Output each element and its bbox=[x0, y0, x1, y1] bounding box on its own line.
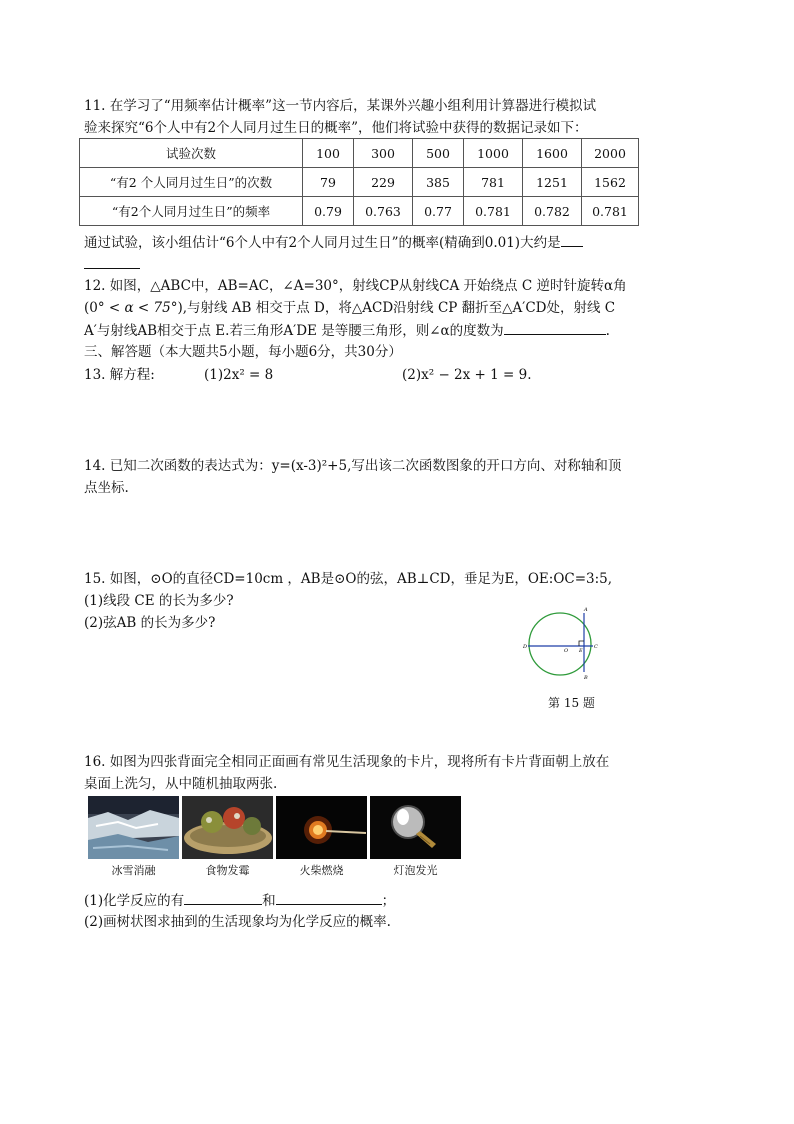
q12-line2-text: ),与射线 AB 相交于点 D，将△ACD沿射线 CP 翻折至△A′CD处，射线 C bbox=[177, 300, 616, 316]
card-label: 火柴燃烧 bbox=[299, 864, 344, 877]
q16-part1-and: 和 bbox=[262, 893, 276, 909]
q14-line2: 点坐标. bbox=[84, 480, 129, 496]
circle-o bbox=[529, 613, 591, 675]
q12-question-text: A′与射线AB相交于点 E.若三角形A′DE 是等腰三角形，则∠α的度数为 bbox=[84, 323, 504, 339]
table-cell: 1251 bbox=[523, 168, 582, 197]
right-angle-mark bbox=[579, 641, 584, 646]
q12-line2 bbox=[84, 298, 615, 318]
table-cell: 229 bbox=[354, 168, 413, 197]
table-cell: 300 bbox=[354, 139, 413, 168]
section-title: 三、解答题（本大题共5小题，每小题6分，共30分） bbox=[84, 344, 402, 360]
card-label: 灯泡发光 bbox=[393, 864, 438, 877]
q12-angle-range: < α < 75° bbox=[108, 300, 178, 316]
q16-line2: 桌面上洗匀，从中随机抽取两张. bbox=[84, 776, 278, 792]
table-cell: “有2个人同月过生日”的频率 bbox=[80, 197, 303, 226]
table-cell: 500 bbox=[413, 139, 464, 168]
card-label: 冰雪消融 bbox=[111, 864, 156, 877]
q16-part1-text: (1)化学反应的有 bbox=[84, 893, 185, 909]
table-cell: 0.77 bbox=[413, 197, 464, 226]
q11-line1: 11. 在学习了“用频率估计概率”这一节内容后，某课外兴趣小组利用计算器进行模拟试 bbox=[84, 98, 597, 114]
answer-blank[interactable] bbox=[504, 320, 606, 335]
figure-caption: 第 15 题 bbox=[548, 696, 595, 710]
q12-line1: 12. 如图，△ABC中，AB=AC，∠A=30°，射线CP从射线CA 开始绕点 C 逆时针旋转α角 bbox=[84, 278, 627, 294]
table-cell: 2000 bbox=[582, 139, 639, 168]
table-row bbox=[80, 168, 639, 197]
label-e: E bbox=[579, 648, 583, 654]
label-c: C bbox=[594, 644, 598, 650]
label-d: D bbox=[523, 644, 528, 650]
table-cell: 0.781 bbox=[464, 197, 523, 226]
q12-line3: A′与射线AB相交于点 E.若三角形A′DE 是等腰三角形，则∠α的度数为 . bbox=[84, 320, 610, 341]
q13-part2: (2)x² − 2x + 1 = 9. bbox=[402, 367, 532, 383]
table-cell: 0.781 bbox=[582, 197, 639, 226]
q14-line1: 14. 已知二次函数的表达式为：y=(x-3)²+5,写出该二次函数图象的开口方向、对称轴和顶 bbox=[84, 458, 622, 474]
card-match-burning bbox=[276, 796, 367, 859]
answer-blank[interactable] bbox=[84, 254, 140, 269]
table-cell: 781 bbox=[464, 168, 523, 197]
q12-angle-range-start: (0° bbox=[84, 300, 105, 316]
label-a: A bbox=[584, 607, 588, 613]
table-cell: 0.782 bbox=[523, 197, 582, 226]
q15-part2: (2)弦AB 的长为多少? bbox=[84, 615, 216, 631]
q11-blank-continuation bbox=[84, 254, 140, 275]
frequency-table bbox=[79, 138, 639, 226]
table-cell: “有2 个人同月过生日”的次数 bbox=[80, 168, 303, 197]
table-cell: 1562 bbox=[582, 168, 639, 197]
card-light-bulb bbox=[370, 796, 461, 859]
card-label: 食物发霉 bbox=[205, 864, 250, 877]
table-cell: 1000 bbox=[464, 139, 523, 168]
q11-question-text: 通过试验，该小组估计“6个人中有2个人同月过生日”的概率(精确到0.01)大约是 bbox=[84, 235, 561, 251]
q13-label: 13. 解方程: bbox=[84, 367, 155, 383]
q16-part2: (2)画树状图求抽到的生活现象均为化学反应的概率. bbox=[84, 914, 391, 930]
table-cell: 0.763 bbox=[354, 197, 413, 226]
q11-line2: 验来探究“6个人中有2个人同月过生日的概率”，他们将试验中获得的数据记录如下： bbox=[84, 120, 588, 136]
card-moldy-food bbox=[182, 796, 273, 859]
table-cell: 79 bbox=[303, 168, 354, 197]
q16-part1 bbox=[84, 890, 395, 911]
q16-part1-end: ； bbox=[381, 893, 396, 909]
table-row bbox=[80, 139, 639, 168]
circle-diagram bbox=[520, 604, 600, 684]
answer-blank[interactable] bbox=[184, 890, 262, 905]
q16-line1: 16. 如图为四张背面完全相同正面画有常见生活现象的卡片，现将所有卡片背面朝上放在 bbox=[84, 754, 610, 770]
q11-line3 bbox=[84, 232, 583, 253]
table-cell: 385 bbox=[413, 168, 464, 197]
q15-part1: (1)线段 CE 的长为多少? bbox=[84, 593, 234, 609]
table-cell: 试验次数 bbox=[80, 139, 303, 168]
q13-part1: (1)2x² = 8 bbox=[204, 367, 274, 383]
table-cell: 100 bbox=[303, 139, 354, 168]
table-cell: 0.79 bbox=[303, 197, 354, 226]
answer-blank[interactable] bbox=[561, 232, 583, 247]
table-row bbox=[80, 197, 639, 226]
card-ice-melting bbox=[88, 796, 179, 859]
label-b: B bbox=[584, 675, 588, 681]
answer-blank[interactable] bbox=[276, 890, 382, 905]
table-cell: 1600 bbox=[523, 139, 582, 168]
q15-line1: 15. 如图，⊙O的直径CD=10cm ，AB是⊙O的弦，AB⊥CD，垂足为E，OE:OC=3:5, bbox=[84, 571, 613, 587]
label-o: O bbox=[564, 648, 569, 654]
